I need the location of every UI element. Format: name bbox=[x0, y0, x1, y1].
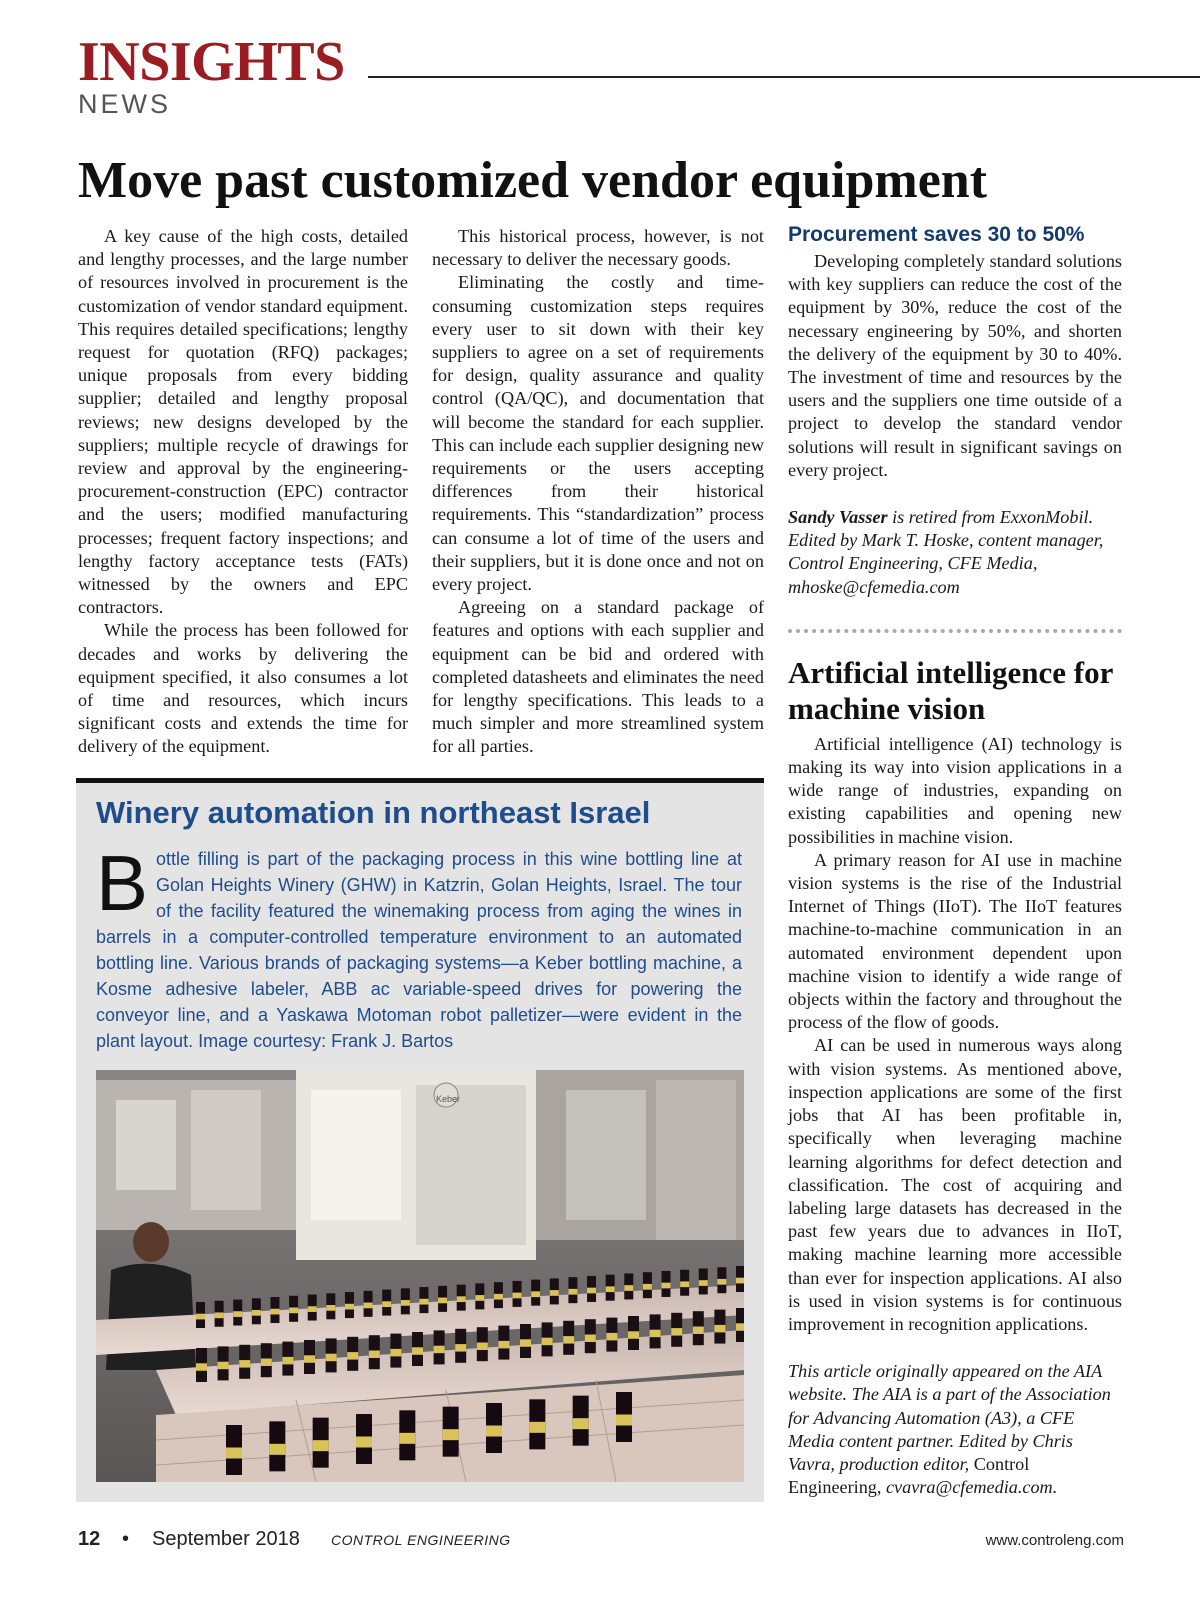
publication-name: Control Engineering bbox=[788, 1453, 1030, 1498]
footer-bullet: • bbox=[122, 1528, 130, 1550]
article-column-2 bbox=[432, 225, 764, 759]
bottle-label bbox=[563, 1336, 574, 1343]
bottle-label bbox=[401, 1300, 410, 1306]
bottle-label bbox=[671, 1328, 682, 1335]
bottle-label bbox=[313, 1440, 329, 1451]
bottle-label bbox=[475, 1295, 484, 1301]
byline-text: , CFE Media, mhoske@cfemedia.com bbox=[788, 553, 1038, 597]
ai-article-title: Artificial intelligence for machine vision bbox=[788, 654, 1113, 726]
bottle-label bbox=[587, 1288, 596, 1294]
bottle-label bbox=[261, 1359, 272, 1366]
bottle-label bbox=[736, 1278, 744, 1284]
bottle-label bbox=[390, 1349, 401, 1356]
bottle-label bbox=[680, 1281, 689, 1287]
bottling-line-photo bbox=[96, 1070, 744, 1482]
paragraph: Artificial intelligence (AI) technology is making its way into vision applications in a wide range of industries, expanding on existing capabilities and opening new possibilities in machine vision. bbox=[788, 733, 1122, 847]
bottle-label bbox=[531, 1291, 540, 1297]
bottle-label bbox=[486, 1426, 502, 1437]
bottle-label bbox=[585, 1335, 596, 1342]
procurement-subhead: Procurement saves 30 to 50% bbox=[788, 223, 1085, 246]
bottle-label bbox=[693, 1327, 704, 1334]
paragraph: Developing completely standard solutions with key suppliers can reduce the cost of the equipment by 30%, reduce the cost of the necessary engineering by 50%, and shorten the delivery of the equipment by 30 to 40%. The investment of time and resources by the users and the suppliers one time outside of a project to develop the standard vendor solutions will result in significant savings on every project. bbox=[788, 251, 1122, 480]
author-name: Sandy Vasser bbox=[788, 507, 888, 528]
bottle-label bbox=[529, 1422, 545, 1433]
paragraph: AI can be used in numerous ways along with vision systems. As mentioned above, inspection applications are some of the first jobs that AI has been profitable in, specifically when leveraging machine learning algorithms for defect detection and classification. The cost of acquiring and labeling large datasets has decreased in the past few years due to advances in IIoT, making machine learning more accessible than ever for inspection applications. AI also is used in vision systems is for continuous improvement in recognition applications. bbox=[788, 1035, 1122, 1334]
bottle-label bbox=[347, 1352, 358, 1359]
drop-cap: B bbox=[96, 839, 149, 927]
paragraph: Eliminating the costly and time-consuming customization steps requires every user to sit down with their key suppliers to agree on a set of requirements for design, quality assurance and quality control (QA/QC), and documentation that will become the standard for each supplier. This can include each supplier designing new requirements or the users accepting differences from their historical requirements. This “standardization” process can consume a lot of time of the users and their suppliers, but it is done once and not on every project. bbox=[432, 272, 764, 595]
bottle-label bbox=[419, 1299, 428, 1305]
bottle-label bbox=[542, 1338, 553, 1345]
paragraph: While the process has been followed for decades and works by delivering the equipment specified, it also consumes a lot of time and resources, which incurs significant costs and extends the time for delivery of the equipment. bbox=[78, 620, 408, 757]
issue-date: September 2018 bbox=[152, 1528, 300, 1550]
bottle-label bbox=[364, 1303, 373, 1309]
bottle-label bbox=[643, 1284, 652, 1290]
bottle-label bbox=[382, 1301, 391, 1307]
article-column-1 bbox=[78, 225, 408, 759]
paragraph: A key cause of the high costs, detailed and lengthy processes, and the large number of resources involved in procurement is the customization of vendor standard equipment. This requires detailed specifications; lengthy request for quotation (RFQ) packages; unique proposals from every bidding supplier; detailed and lengthy proposal reviews; new designs developed by the suppliers; multiple recycle of drawings for review and approval by the engineering-procurement-construction (EPC) contractor and the users; modified manufacturing processes; frequent factory inspections; and lengthy factory acceptance tests (FATs) witnessed by the owners and EPC contractors. bbox=[78, 226, 408, 618]
article-column-3 bbox=[788, 222, 1122, 1499]
footnote-text: , cvavra@cfemedia.com. bbox=[876, 1477, 1058, 1498]
bottle-label bbox=[434, 1346, 445, 1353]
sidebar-caption bbox=[96, 839, 742, 1054]
bottle-label bbox=[443, 1429, 459, 1440]
bottle-label bbox=[289, 1307, 298, 1313]
bottle-label bbox=[233, 1311, 242, 1317]
bottle-label bbox=[215, 1312, 224, 1318]
bottle-label bbox=[196, 1314, 205, 1320]
website-url: www.controleng.com bbox=[985, 1532, 1124, 1549]
caption-text: ottle filling is part of the packaging process in this wine bottling line at Golan Heights Winery (GHW) in Katzrin, Golan Heights, Israel. The tour of the facility featured the winemaking process from aging the wines in barrels in a computer-controlled temperature environment to an automated bottling line. Various brands of packaging systems—a Keber bottling machine, a Kosme adhesive labeler, ABB ac variable-speed drives for powering the conveyor line, and a Yaskawa Motoman robot palletizer—were evident in the plant layout. Image courtesy: Frank J. Bartos bbox=[96, 849, 742, 1051]
bottle-label bbox=[714, 1325, 725, 1332]
bottle-label bbox=[736, 1323, 744, 1330]
paragraph: Agreeing on a standard package of features and options with each supplier and equipment can be bid and ordered with completed datasheets and eliminates the need for lengthy specifications. This leads to a much simpler and more streamlined system for all parties. bbox=[432, 597, 764, 757]
paragraph: This historical process, however, is not necessary to deliver the necessary goods. bbox=[432, 226, 764, 270]
bottle-label bbox=[494, 1294, 503, 1300]
bottle-label bbox=[345, 1304, 354, 1310]
ai-article-footnote bbox=[788, 1360, 1122, 1499]
section-title: INSIGHTS bbox=[78, 31, 345, 93]
article-headline: Move past customized vendor equipment bbox=[78, 152, 988, 209]
bottle-label bbox=[226, 1448, 242, 1459]
section-header bbox=[78, 30, 1124, 120]
bottle-label bbox=[628, 1331, 639, 1338]
magazine-name: CONTROL ENGINEERING bbox=[331, 1532, 511, 1548]
bottle-label bbox=[270, 1309, 279, 1315]
bottle-label bbox=[513, 1293, 522, 1299]
bottle-label bbox=[326, 1354, 337, 1361]
bottle-label bbox=[326, 1305, 335, 1311]
bottling-line-illustration bbox=[96, 1070, 744, 1482]
winery-sidebar bbox=[76, 778, 764, 1502]
bottle-label bbox=[308, 1306, 317, 1312]
page-footer bbox=[78, 1528, 1124, 1558]
bottle-label bbox=[624, 1285, 633, 1291]
bottle-label bbox=[196, 1363, 207, 1370]
bottle-label bbox=[252, 1310, 261, 1316]
bottle-label bbox=[304, 1355, 315, 1362]
sidebar-title: Winery automation in northeast Israel bbox=[96, 795, 651, 830]
bottle-label bbox=[520, 1339, 531, 1346]
bottle-label bbox=[356, 1437, 372, 1448]
bottle-label bbox=[457, 1296, 466, 1302]
paragraph: A primary reason for AI use in machine vision systems is the rise of the Industrial Internet of Things (IIoT). The IIoT features machine-to-machine communication in an automated environment dependent upon machine vision to identify a wide range of objects within the factory and throughout the process of the flow of goods. bbox=[788, 849, 1122, 1033]
author-byline bbox=[788, 506, 1122, 599]
bottle-label bbox=[399, 1433, 415, 1444]
section-subtitle: NEWS bbox=[78, 89, 171, 119]
dotted-divider bbox=[788, 629, 1122, 633]
footnote-text: This article originally appeared on the AIA website. The AIA is a part of the Association for Advancing Automation (A3), a CFE Media content partner. Edited by Chris Vavra, production editor, bbox=[788, 1361, 1111, 1474]
page-number: 12 bbox=[78, 1528, 101, 1550]
bottle-label bbox=[239, 1360, 250, 1367]
bottle-label bbox=[616, 1415, 632, 1426]
bottle-label bbox=[498, 1341, 509, 1348]
bottle-label bbox=[412, 1347, 423, 1354]
bottle-label bbox=[550, 1290, 559, 1296]
bottle-label bbox=[717, 1279, 726, 1285]
publication-name: Control Engineering bbox=[788, 553, 939, 574]
bottle-label bbox=[369, 1351, 380, 1358]
section-rule bbox=[368, 76, 1200, 78]
bottle-label bbox=[438, 1298, 447, 1304]
bottle-label bbox=[662, 1283, 671, 1289]
bottle-label bbox=[573, 1418, 589, 1429]
bottle-label bbox=[568, 1289, 577, 1295]
byline-text: is retired from ExxonMobil. Edited by Mark T. Hoske, content manager, bbox=[788, 507, 1104, 551]
bottle-label bbox=[606, 1333, 617, 1340]
bottle-label bbox=[282, 1357, 293, 1364]
bottle-label bbox=[218, 1362, 229, 1369]
machine-label: Keber bbox=[436, 1094, 461, 1104]
bottle-label bbox=[477, 1343, 488, 1350]
bottle-label bbox=[699, 1280, 708, 1286]
bottle-label bbox=[269, 1444, 285, 1455]
bottle-label bbox=[606, 1286, 615, 1292]
bottle-label bbox=[455, 1344, 466, 1351]
bottle-label bbox=[650, 1330, 661, 1337]
